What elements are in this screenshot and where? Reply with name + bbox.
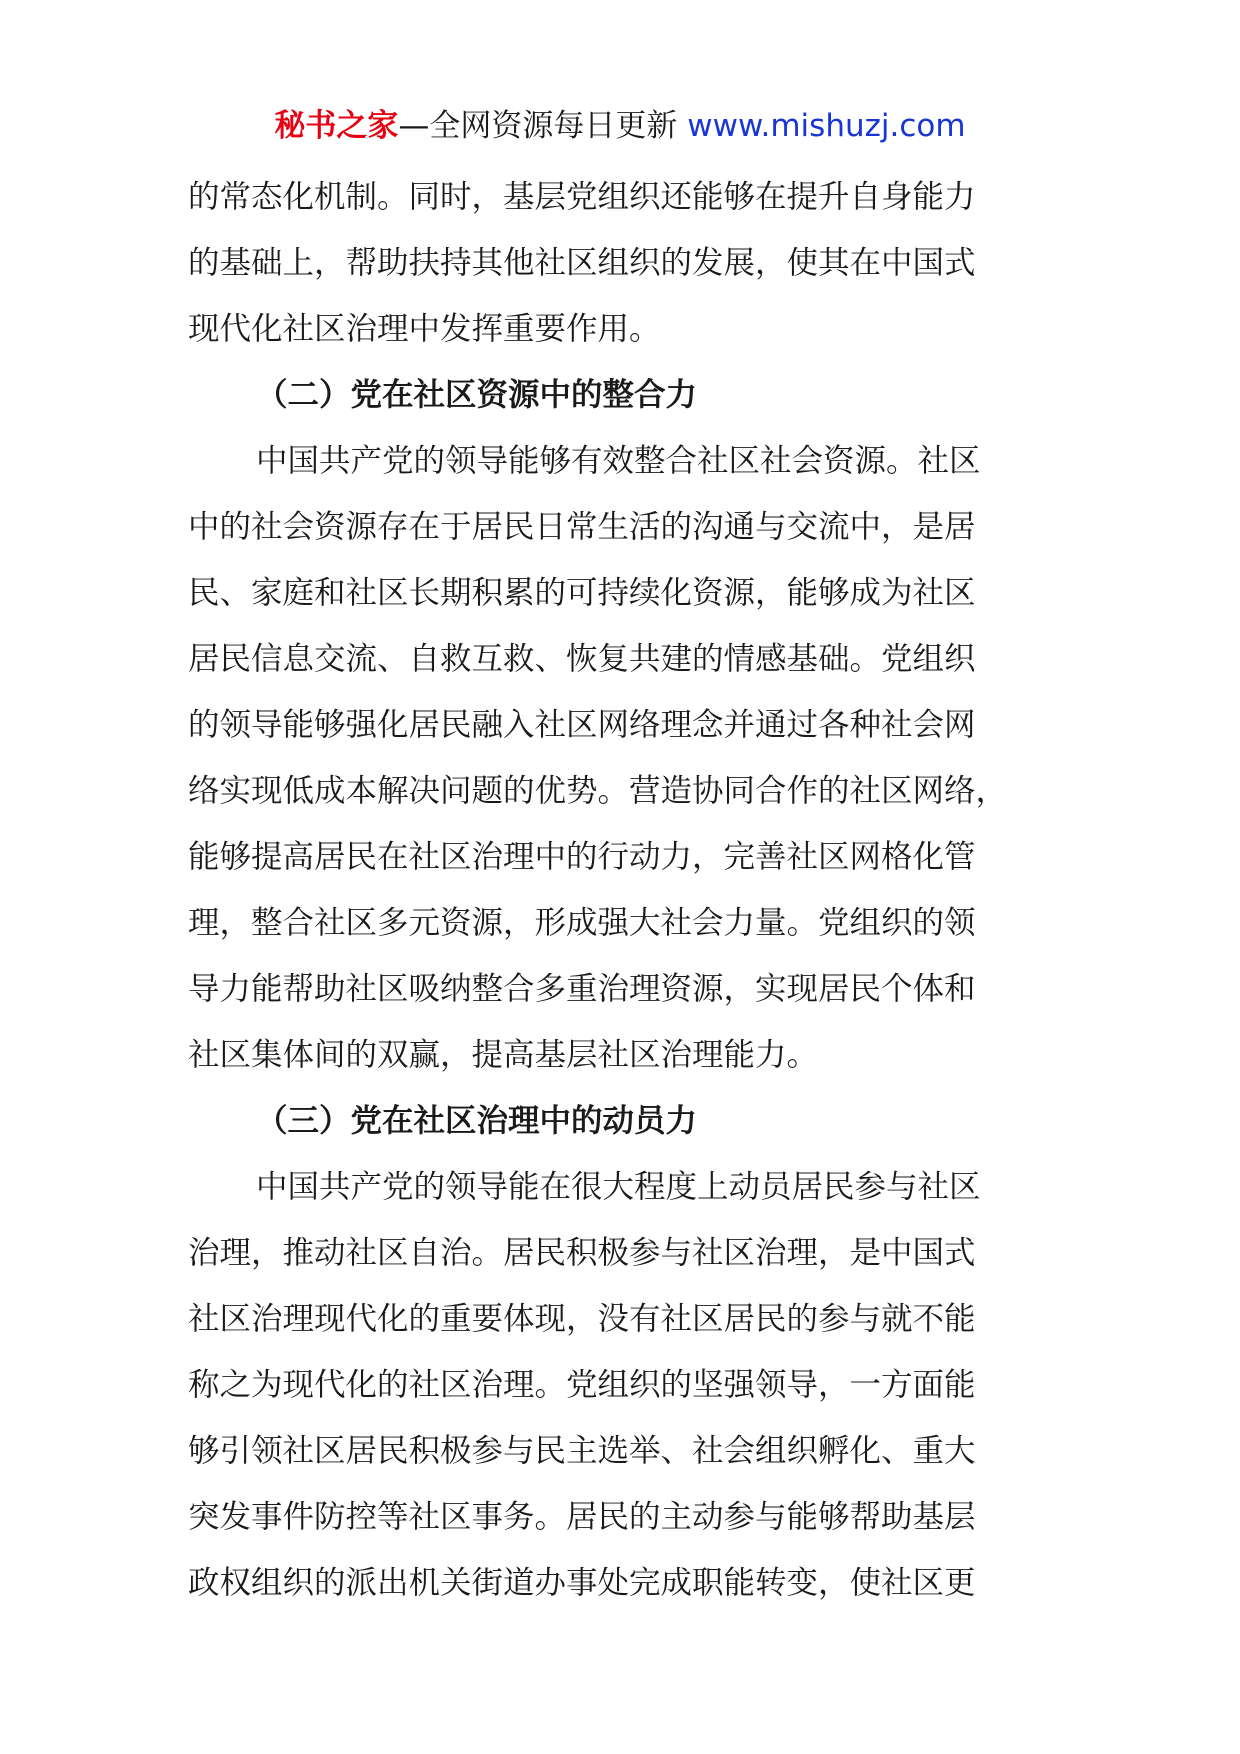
paragraph-line: 治理，推动社区自治。居民积极参与社区治理，是中国式 <box>188 1235 976 1271</box>
site-url[interactable]: www.mishuzj.com <box>687 108 966 144</box>
paragraph-line: 导力能帮助社区吸纳整合多重治理资源，实现居民个体和 <box>188 971 976 1007</box>
header-tagline: —全网资源每日更新 <box>398 108 678 144</box>
section-heading: （三）党在社区治理中的动员力 <box>256 1103 698 1139</box>
paragraph-line: 称之为现代化的社区治理。党组织的坚强领导，一方面能 <box>188 1367 976 1403</box>
paragraph-line: 中国共产党的领导能够有效整合社区社会资源。社区 <box>256 443 981 479</box>
paragraph-line: 社区治理现代化的重要体现，没有社区居民的参与就不能 <box>188 1301 976 1337</box>
brand-name: 秘书之家 <box>274 108 399 144</box>
paragraph-line: 突发事件防控等社区事务。居民的主动参与能够帮助基层 <box>188 1499 976 1535</box>
paragraph-line: 的领导能够强化居民融入社区网络理念并通过各种社会网 <box>188 707 976 743</box>
paragraph-line: 够引领社区居民积极参与民主选举、社会组织孵化、重大 <box>188 1433 976 1469</box>
paragraph-line: 民、家庭和社区长期积累的可持续化资源，能够成为社区 <box>188 575 976 611</box>
paragraph-line: 现代化社区治理中发挥重要作用。 <box>188 311 661 347</box>
section-heading: （二）党在社区资源中的整合力 <box>256 377 698 413</box>
paragraph-line: 居民信息交流、自救互救、恢复共建的情感基础。党组织 <box>188 641 976 677</box>
document-body <box>188 164 1068 1616</box>
paragraph-line: 理，整合社区多元资源，形成强大社会力量。党组织的领 <box>188 905 976 941</box>
paragraph-line: 的常态化机制。同时，基层党组织还能够在提升自身能力 <box>188 179 976 215</box>
paragraph-line: 的基础上，帮助扶持其他社区组织的发展，使其在中国式 <box>188 245 976 281</box>
page-header <box>0 104 1240 148</box>
paragraph-line: 中国共产党的领导能在很大程度上动员居民参与社区 <box>256 1169 981 1205</box>
paragraph-line: 政权组织的派出机关街道办事处完成职能转变，使社区更 <box>188 1565 976 1601</box>
paragraph-line: 社区集体间的双赢，提高基层社区治理能力。 <box>188 1037 819 1073</box>
paragraph-line: 中的社会资源存在于居民日常生活的沟通与交流中，是居 <box>188 509 976 545</box>
paragraph-line: 络实现低成本解决问题的优势。营造协同合作的社区网络， <box>188 773 1008 809</box>
paragraph-line: 能够提高居民在社区治理中的行动力，完善社区网格化管 <box>188 839 976 875</box>
